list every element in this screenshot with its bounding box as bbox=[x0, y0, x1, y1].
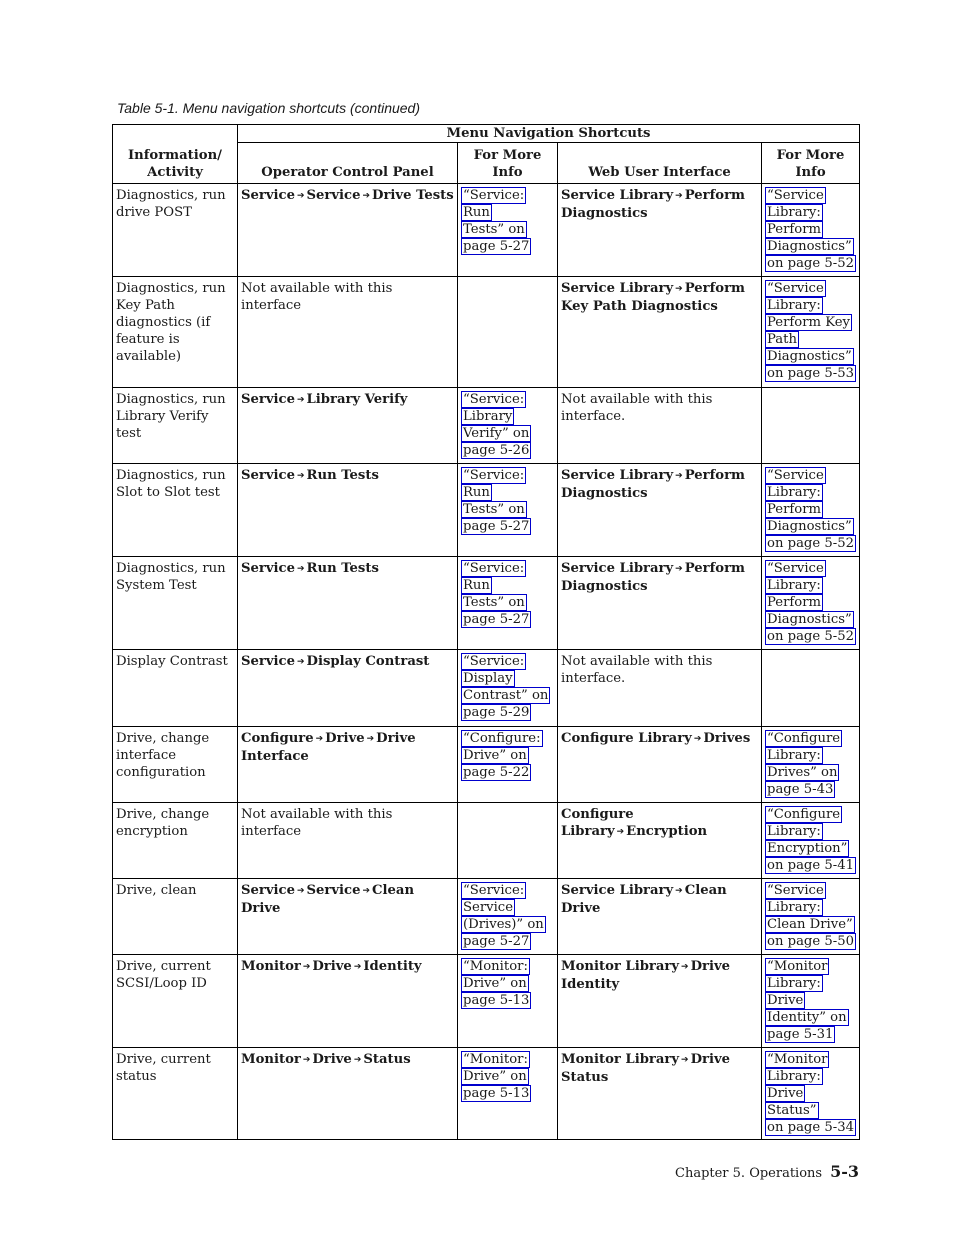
ocp-note: Not available with this interface bbox=[241, 807, 393, 839]
col-header-web: Web User Interface bbox=[558, 143, 762, 184]
menu-path-step: Service bbox=[306, 188, 361, 203]
menu-path-step: Monitor bbox=[241, 959, 301, 974]
arrow-icon: ➔ bbox=[296, 395, 305, 405]
ocp-more-info-cell bbox=[458, 464, 558, 557]
group-header: Menu Navigation Shortcuts bbox=[238, 125, 860, 143]
cross-reference-link[interactable]: Library: bbox=[767, 578, 821, 593]
menu-path-step: Perform Diagnostics bbox=[561, 468, 745, 501]
web-more-info-cell bbox=[762, 464, 860, 557]
cross-reference-link[interactable]: page 5-27 bbox=[463, 612, 530, 627]
cross-reference-link[interactable]: Library: bbox=[767, 1069, 821, 1084]
cross-reference-link[interactable]: “Service bbox=[767, 281, 824, 296]
arrow-icon: ➔ bbox=[693, 734, 702, 744]
col-header-ocp-more: For More Info bbox=[458, 143, 558, 184]
cross-reference-link[interactable]: “Monitor bbox=[767, 959, 828, 974]
menu-path-step: Drive Interface bbox=[241, 731, 416, 764]
ocp-note: Not available with this interface bbox=[241, 281, 393, 313]
ocp-path-cell bbox=[238, 955, 458, 1048]
web-path-cell bbox=[558, 727, 762, 803]
menu-path-step: Perform Diagnostics bbox=[561, 188, 745, 221]
web-more-info-cell bbox=[762, 388, 860, 464]
cross-reference-link[interactable]: Verify” on bbox=[463, 426, 530, 441]
arrow-icon: ➔ bbox=[675, 284, 683, 294]
arrow-icon: ➔ bbox=[302, 1055, 311, 1065]
activity-cell: Drive, current SCSI/Loop ID bbox=[113, 955, 238, 1048]
cross-reference-link[interactable]: “Monitor bbox=[767, 1052, 828, 1067]
ocp-more-info-cell bbox=[458, 955, 558, 1048]
activity-cell: Diagnostics, run Slot to Slot test bbox=[113, 464, 238, 557]
cross-reference-link[interactable]: page 5-13 bbox=[463, 1086, 530, 1101]
menu-path-step: Configure Library bbox=[561, 807, 634, 839]
menu-path-step: Clean Drive bbox=[561, 883, 727, 916]
menu-path-step: Encryption bbox=[626, 824, 708, 839]
cross-reference-link[interactable]: “Configure bbox=[767, 807, 841, 822]
cross-reference-link[interactable]: “Service: bbox=[463, 392, 525, 407]
cross-reference-link[interactable]: Drive” on bbox=[463, 748, 527, 763]
cross-reference-link[interactable]: Drive” on bbox=[463, 1069, 527, 1084]
ocp-more-info-cell bbox=[458, 184, 558, 277]
cross-reference-link[interactable]: “Service: bbox=[463, 654, 525, 669]
menu-path-step: Run Tests bbox=[306, 561, 379, 576]
ocp-path-cell bbox=[238, 557, 458, 650]
cross-reference-link[interactable]: page 5-43 bbox=[767, 782, 834, 797]
ocp-path-cell bbox=[238, 277, 458, 388]
activity-cell: Drive, change encryption bbox=[113, 803, 238, 879]
ocp-more-info-cell bbox=[458, 1048, 558, 1140]
cross-reference-link[interactable]: on page 5-50 bbox=[767, 934, 854, 949]
arrow-icon: ➔ bbox=[675, 191, 683, 201]
table-row bbox=[113, 184, 860, 277]
web-path-cell bbox=[558, 955, 762, 1048]
cross-reference-link[interactable]: page 5-31 bbox=[767, 1027, 834, 1042]
menu-path-step: Drive Tests bbox=[372, 188, 454, 203]
ocp-path-cell bbox=[238, 184, 458, 277]
menu-path-step: Identity bbox=[363, 959, 422, 974]
cross-reference-link[interactable]: page 5-27 bbox=[463, 239, 530, 254]
activity-cell: Display Contrast bbox=[113, 650, 238, 727]
cross-reference-link[interactable]: Diagnostics” bbox=[767, 349, 852, 364]
ocp-more-info-cell bbox=[458, 879, 558, 955]
cross-reference-link[interactable]: Perform Key bbox=[767, 315, 850, 330]
web-more-info-cell bbox=[762, 184, 860, 277]
menu-path-step: Drive Status bbox=[561, 1052, 731, 1085]
cross-reference-link[interactable]: Library: bbox=[767, 205, 821, 220]
activity-cell: Drive, change interface configuration bbox=[113, 727, 238, 803]
menu-path-step: Perform Diagnostics bbox=[561, 561, 745, 594]
menu-path-step: Drive bbox=[325, 731, 365, 746]
cross-reference-link[interactable]: Identity” on bbox=[767, 1010, 847, 1025]
cross-reference-link[interactable]: “Service: Run bbox=[463, 468, 525, 500]
web-more-info-cell bbox=[762, 727, 860, 803]
arrow-icon: ➔ bbox=[681, 962, 689, 972]
cross-reference-link[interactable]: “Service: Run bbox=[463, 188, 525, 220]
cross-reference-link[interactable]: Drive” on bbox=[463, 976, 527, 991]
cross-reference-link[interactable]: on page 5-52 bbox=[767, 256, 854, 271]
arrow-icon: ➔ bbox=[675, 471, 683, 481]
activity-cell: Diagnostics, run Library Verify test bbox=[113, 388, 238, 464]
cross-reference-link[interactable]: Drive Status” bbox=[767, 1086, 817, 1118]
menu-path-step: Run Tests bbox=[306, 468, 379, 483]
menu-path-step: Service bbox=[241, 188, 295, 203]
cross-reference-link[interactable]: “Monitor: bbox=[463, 1052, 528, 1067]
ocp-path-cell bbox=[238, 388, 458, 464]
web-path-cell bbox=[558, 803, 762, 879]
cross-reference-link[interactable]: Perform bbox=[767, 502, 822, 517]
arrow-icon: ➔ bbox=[296, 564, 305, 574]
page-footer bbox=[675, 1162, 859, 1181]
table-row bbox=[113, 650, 860, 727]
web-path-cell bbox=[558, 650, 762, 727]
web-path-cell bbox=[558, 879, 762, 955]
cross-reference-link[interactable]: “Service bbox=[767, 188, 824, 203]
cross-reference-link[interactable]: Tests” on bbox=[463, 502, 525, 517]
menu-path-step: Drive Identity bbox=[561, 959, 731, 992]
web-path-cell bbox=[558, 464, 762, 557]
ocp-path-cell bbox=[238, 650, 458, 727]
table-row bbox=[113, 727, 860, 803]
menu-path-step: Monitor Library bbox=[561, 959, 680, 974]
table-body bbox=[113, 184, 860, 1140]
cross-reference-link[interactable]: Encryption” bbox=[767, 841, 848, 856]
cross-reference-link[interactable]: Drive bbox=[767, 993, 804, 1008]
cross-reference-link[interactable]: Drives” on bbox=[767, 765, 838, 780]
cross-reference-link[interactable]: Clean Drive” bbox=[767, 917, 853, 932]
cross-reference-link[interactable]: Library: bbox=[767, 298, 821, 313]
cross-reference-link[interactable]: Library bbox=[463, 409, 513, 424]
activity-cell: Diagnostics, run System Test bbox=[113, 557, 238, 650]
col-header-web-more: For More Info bbox=[762, 143, 860, 184]
menu-path-step: Display Contrast bbox=[306, 654, 430, 669]
menu-shortcuts-table bbox=[112, 124, 860, 1140]
web-path-cell bbox=[558, 1048, 762, 1140]
ocp-more-info-cell bbox=[458, 803, 558, 879]
menu-path-step: Configure Library bbox=[561, 731, 692, 746]
menu-path-step: Service bbox=[306, 883, 361, 898]
cross-reference-link[interactable]: Contrast” on bbox=[463, 688, 549, 703]
menu-path-step: Service bbox=[241, 392, 295, 407]
menu-path-step: Drives bbox=[703, 731, 751, 746]
activity-cell: Diagnostics, run drive POST bbox=[113, 184, 238, 277]
cross-reference-link[interactable]: Tests” on bbox=[463, 595, 525, 610]
table-row bbox=[113, 557, 860, 650]
cross-reference-link[interactable]: “Configure bbox=[767, 731, 841, 746]
cross-reference-link[interactable]: Library: bbox=[767, 748, 821, 763]
table-row bbox=[113, 388, 860, 464]
cross-reference-link[interactable]: Path bbox=[767, 332, 797, 347]
activity-cell: Drive, current status bbox=[113, 1048, 238, 1140]
table-row bbox=[113, 955, 860, 1048]
ocp-more-info-cell bbox=[458, 650, 558, 727]
web-path-cell bbox=[558, 388, 762, 464]
web-more-info-cell bbox=[762, 1048, 860, 1140]
col-header-activity: Information/ Activity bbox=[113, 125, 238, 184]
arrow-icon: ➔ bbox=[296, 657, 305, 667]
cross-reference-link[interactable]: “Configure: bbox=[463, 731, 541, 746]
cross-reference-link[interactable]: page 5-22 bbox=[463, 765, 530, 780]
cross-reference-link[interactable]: “Service: Run bbox=[463, 561, 525, 593]
web-more-info-cell bbox=[762, 277, 860, 388]
arrow-icon: ➔ bbox=[315, 734, 324, 744]
web-note: Not available with this interface. bbox=[561, 654, 713, 686]
arrow-icon: ➔ bbox=[366, 734, 375, 744]
web-more-info-cell bbox=[762, 557, 860, 650]
menu-path-step: Service Library bbox=[561, 281, 674, 296]
arrow-icon: ➔ bbox=[675, 564, 683, 574]
web-more-info-cell bbox=[762, 879, 860, 955]
table-row bbox=[113, 277, 860, 388]
ocp-path-cell bbox=[238, 464, 458, 557]
arrow-icon: ➔ bbox=[616, 827, 625, 837]
cross-reference-link[interactable]: page 5-29 bbox=[463, 705, 530, 720]
cross-reference-link[interactable]: on page 5-52 bbox=[767, 629, 854, 644]
cross-reference-link[interactable]: Library: bbox=[767, 485, 821, 500]
cross-reference-link[interactable]: (Drives)” on bbox=[463, 917, 544, 932]
menu-path-step: Library Verify bbox=[306, 392, 408, 407]
cross-reference-link[interactable]: Diagnostics” bbox=[767, 239, 852, 254]
cross-reference-link[interactable]: page 5-27 bbox=[463, 934, 530, 949]
menu-path-step: Service Library bbox=[561, 561, 674, 576]
cross-reference-link[interactable]: on page 5-52 bbox=[767, 536, 854, 551]
cross-reference-link[interactable]: “Service bbox=[767, 883, 824, 898]
cross-reference-link[interactable]: Perform bbox=[767, 595, 822, 610]
menu-path-step: Service bbox=[241, 561, 295, 576]
arrow-icon: ➔ bbox=[296, 886, 305, 896]
ocp-more-info-cell bbox=[458, 557, 558, 650]
menu-path-step: Service Library bbox=[561, 188, 674, 203]
cross-reference-link[interactable]: on page 5-41 bbox=[767, 858, 854, 873]
cross-reference-link[interactable]: Perform bbox=[767, 222, 822, 237]
arrow-icon: ➔ bbox=[296, 471, 305, 481]
menu-path-step: Drive bbox=[312, 1052, 352, 1067]
menu-path-step: Service bbox=[241, 468, 295, 483]
web-path-cell bbox=[558, 557, 762, 650]
arrow-icon: ➔ bbox=[353, 1055, 362, 1065]
web-more-info-cell bbox=[762, 955, 860, 1048]
web-more-info-cell bbox=[762, 650, 860, 727]
menu-path-step: Perform Key Path Diagnostics bbox=[561, 281, 745, 314]
ocp-path-cell bbox=[238, 1048, 458, 1140]
menu-path-step: Configure bbox=[241, 731, 314, 746]
menu-path-step: Service Library bbox=[561, 883, 674, 898]
col-header-ocp: Operator Control Panel bbox=[238, 143, 458, 184]
arrow-icon: ➔ bbox=[362, 886, 371, 896]
arrow-icon: ➔ bbox=[362, 191, 371, 201]
arrow-icon: ➔ bbox=[681, 1055, 689, 1065]
cross-reference-link[interactable]: Service bbox=[463, 900, 514, 915]
cross-reference-link[interactable]: “Monitor: bbox=[463, 959, 528, 974]
cross-reference-link[interactable]: Library: bbox=[767, 824, 821, 839]
table-row bbox=[113, 464, 860, 557]
menu-path-step: Monitor Library bbox=[561, 1052, 680, 1067]
table-row bbox=[113, 879, 860, 955]
menu-path-step: Drive bbox=[312, 959, 352, 974]
table-row bbox=[113, 1048, 860, 1140]
page-number: 5-3 bbox=[830, 1162, 859, 1181]
cross-reference-link[interactable]: on page 5-34 bbox=[767, 1120, 854, 1135]
cross-reference-link[interactable]: on page 5-53 bbox=[767, 366, 854, 381]
cross-reference-link[interactable]: Display bbox=[463, 671, 513, 686]
cross-reference-link[interactable]: Tests” on bbox=[463, 222, 525, 237]
table-row bbox=[113, 803, 860, 879]
cross-reference-link[interactable]: page 5-26 bbox=[463, 443, 530, 458]
menu-path-step: Monitor bbox=[241, 1052, 301, 1067]
arrow-icon: ➔ bbox=[296, 191, 305, 201]
web-path-cell bbox=[558, 277, 762, 388]
arrow-icon: ➔ bbox=[302, 962, 311, 972]
cross-reference-link[interactable]: Diagnostics” bbox=[767, 612, 852, 627]
ocp-more-info-cell bbox=[458, 727, 558, 803]
ocp-more-info-cell bbox=[458, 388, 558, 464]
ocp-path-cell bbox=[238, 727, 458, 803]
chapter-label: Chapter 5. Operations bbox=[675, 1166, 823, 1181]
ocp-more-info-cell bbox=[458, 277, 558, 388]
web-more-info-cell bbox=[762, 803, 860, 879]
web-note: Not available with this interface. bbox=[561, 392, 713, 424]
cross-reference-link[interactable]: page 5-13 bbox=[463, 993, 530, 1008]
cross-reference-link[interactable]: Diagnostics” bbox=[767, 519, 852, 534]
ocp-path-cell bbox=[238, 803, 458, 879]
table-caption: Table 5-1. Menu navigation shortcuts (continued) bbox=[117, 100, 420, 116]
activity-cell: Diagnostics, run Key Path diagnostics (if feature is available) bbox=[113, 277, 238, 388]
cross-reference-link[interactable]: “Service: bbox=[463, 883, 525, 898]
cross-reference-link[interactable]: Library: bbox=[767, 976, 821, 991]
cross-reference-link[interactable]: page 5-27 bbox=[463, 519, 530, 534]
arrow-icon: ➔ bbox=[675, 886, 683, 896]
cross-reference-link[interactable]: “Service bbox=[767, 561, 824, 576]
menu-path-step: Service bbox=[241, 883, 295, 898]
arrow-icon: ➔ bbox=[353, 962, 362, 972]
menu-path-step: Service Library bbox=[561, 468, 674, 483]
activity-cell: Drive, clean bbox=[113, 879, 238, 955]
cross-reference-link[interactable]: “Service bbox=[767, 468, 824, 483]
web-path-cell bbox=[558, 184, 762, 277]
menu-path-step: Status bbox=[363, 1052, 411, 1067]
menu-path-step: Service bbox=[241, 654, 295, 669]
cross-reference-link[interactable]: Library: bbox=[767, 900, 821, 915]
ocp-path-cell bbox=[238, 879, 458, 955]
menu-path-step: Clean Drive bbox=[241, 883, 415, 916]
